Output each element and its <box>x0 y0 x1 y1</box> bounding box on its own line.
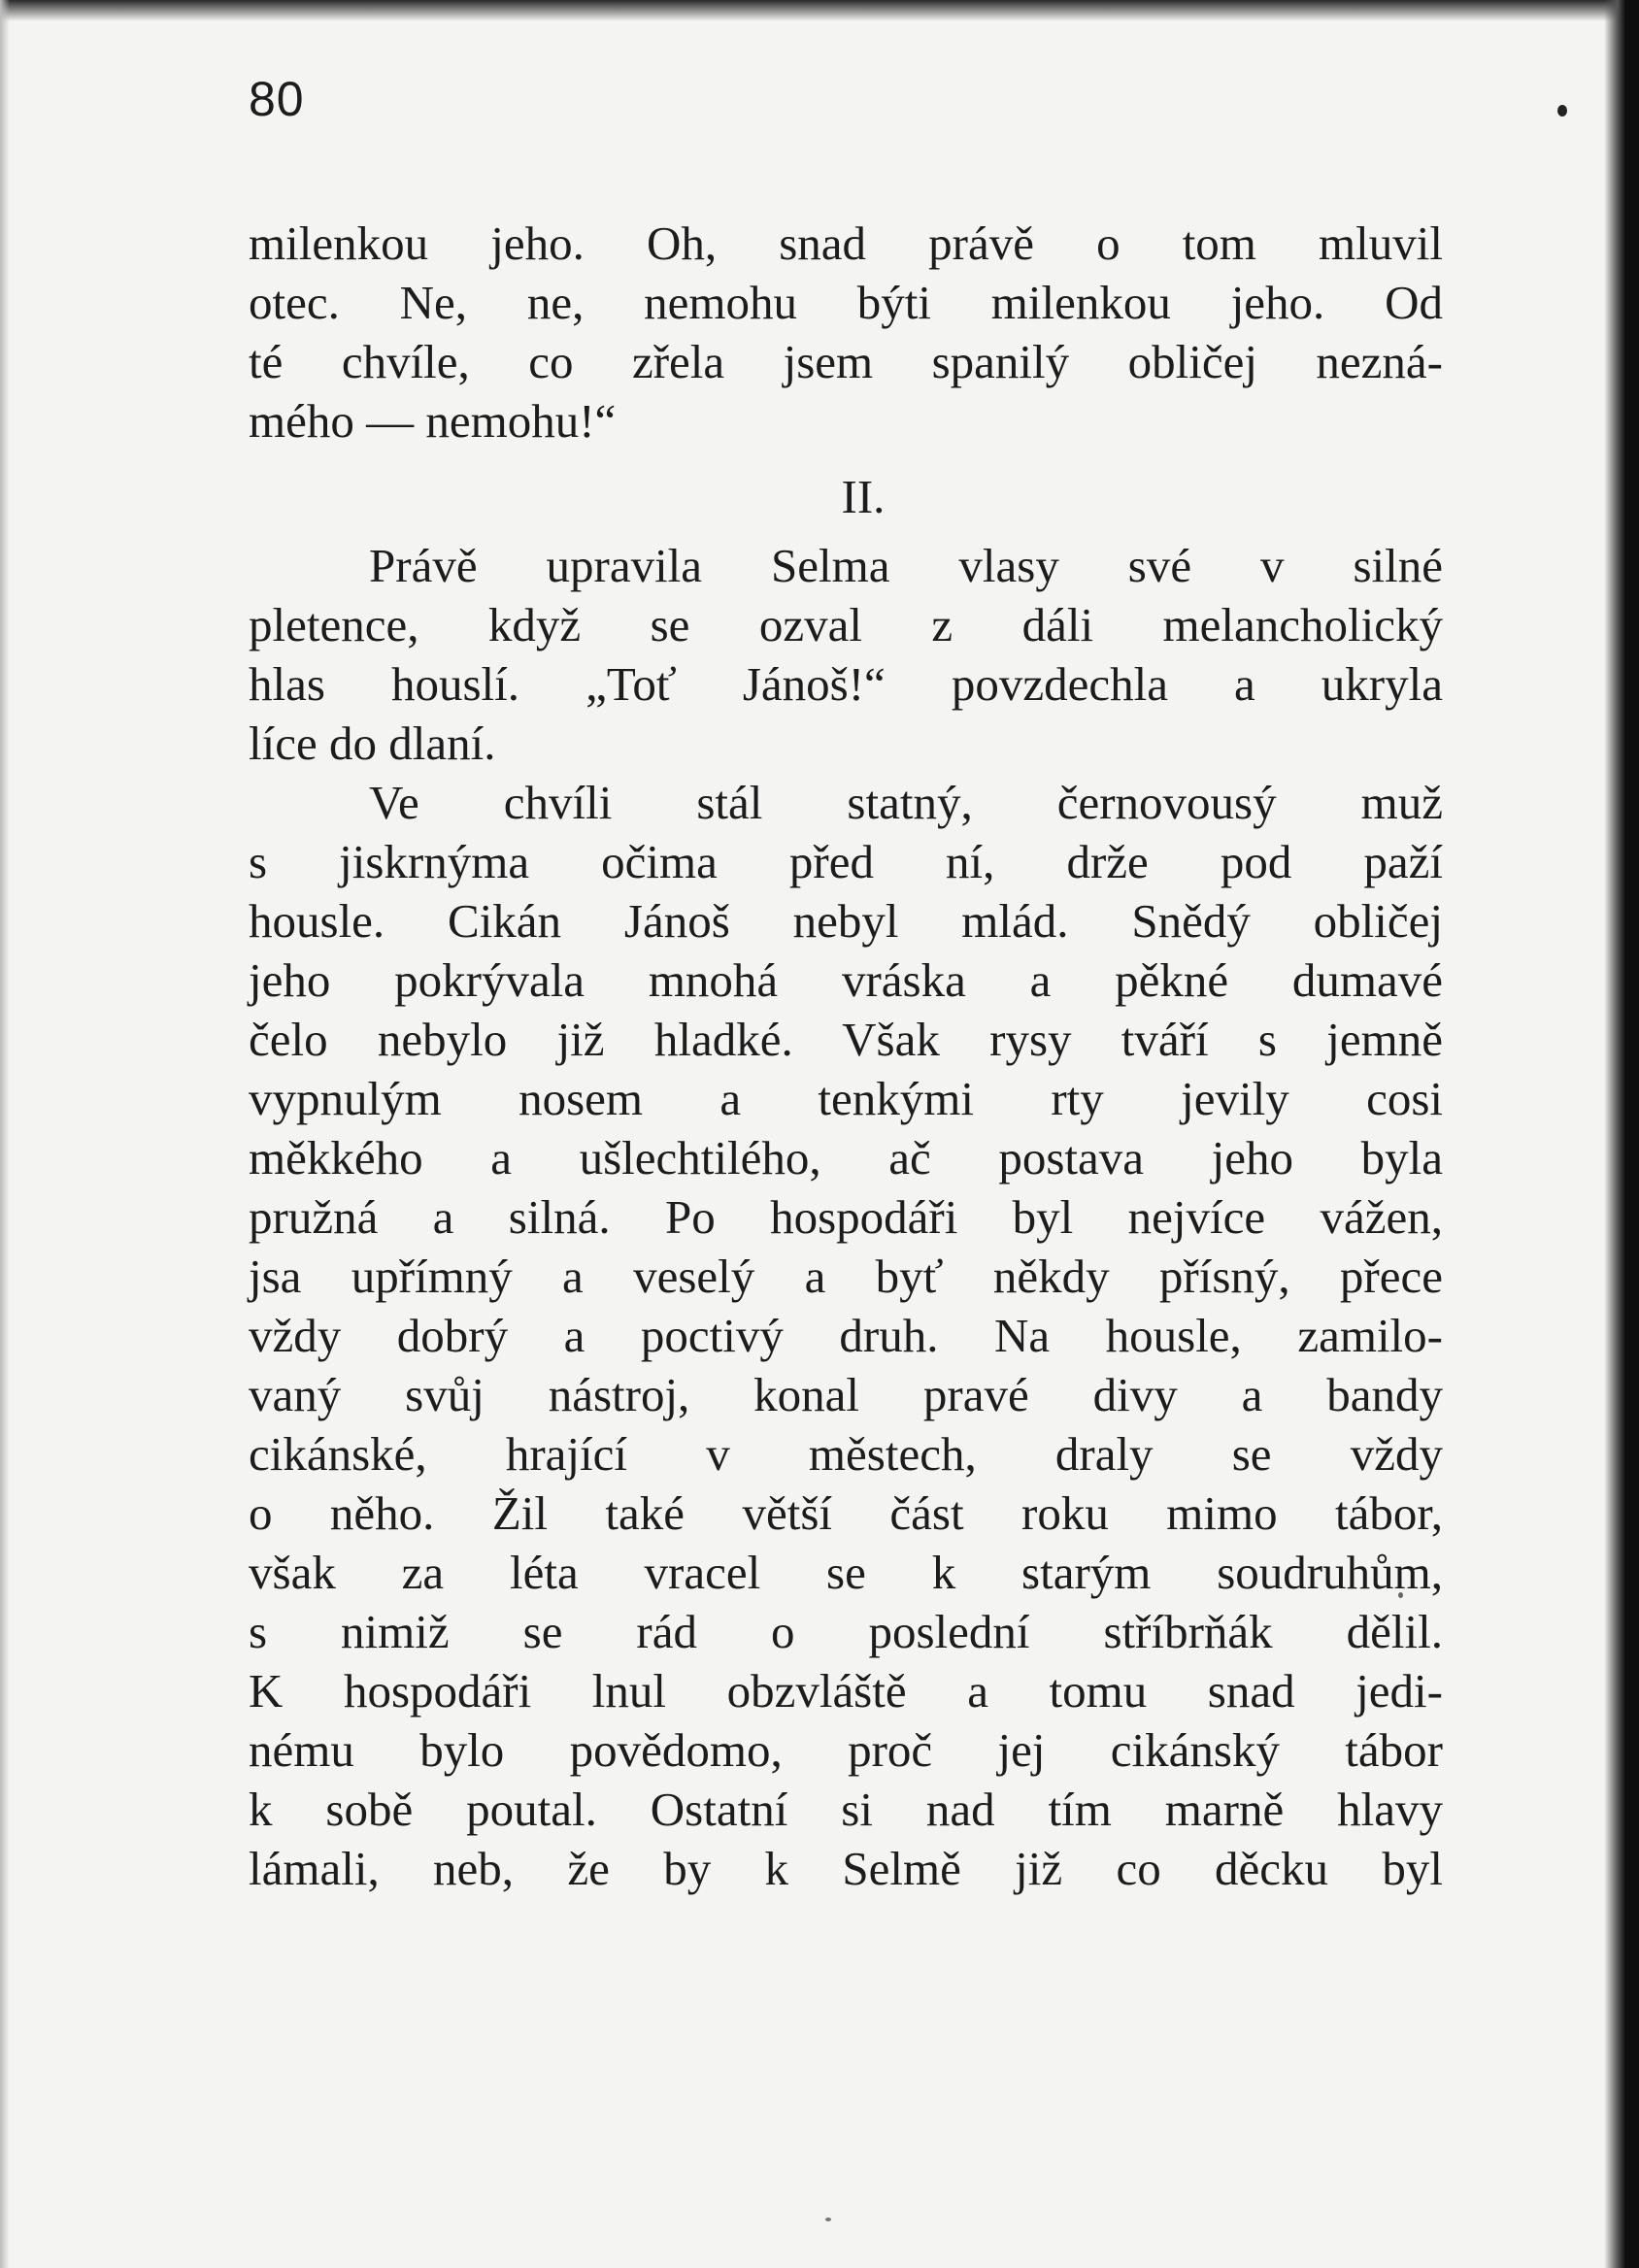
scan-speck <box>1557 105 1567 117</box>
chapter-heading: II. <box>841 470 886 523</box>
scan-speck <box>825 2218 831 2221</box>
text-body <box>249 214 1443 1898</box>
scan-edge-left <box>0 0 10 2268</box>
text-line: vždy dobrý a poctivý druh. Na housle, zamilo- <box>249 1309 1443 1362</box>
text-line: vaný svůj nástroj, konal pravé divy a bandy <box>249 1368 1443 1421</box>
text-line: té chvíle, co zřela jsem spanilý obličej nezná- <box>249 335 1443 388</box>
text-line: hlas houslí. „Toť Jánoš!“ povzdechla a ukryla <box>249 657 1443 711</box>
text-line: vypnulým nosem a tenkými rty jevily cosi <box>249 1072 1443 1125</box>
scan-edge-top <box>0 0 1639 21</box>
text-line: milenkou jeho. Oh, snad právě o tom mluvil <box>249 217 1443 270</box>
text-line: nému bylo povědomo, proč jej cikánský tábor <box>249 1723 1443 1777</box>
text-line: housle. Cikán Jánoš nebyl mlád. Snědý obličej <box>249 894 1443 948</box>
text-line: s jiskrnýma očima před ní, drže pod paží <box>249 835 1443 888</box>
text-line: měkkého a ušlechtilého, ač postava jeho byla <box>249 1131 1443 1184</box>
text-line: K hospodáři lnul obzvláště a tomu snad jedi- <box>249 1664 1443 1718</box>
text-line: jeho pokrývala mnohá vráska a pěkné dumavé <box>249 953 1443 1007</box>
text-line: jsa upřímný a veselý a byť někdy přísný, přece <box>249 1250 1443 1303</box>
text-line: s nimiž se rád o poslední stříbrňák dělil. <box>249 1605 1443 1658</box>
text-line: lámali, neb, že by k Selmě již co děcku byl <box>249 1842 1443 1895</box>
text-line: líce do dlaní. <box>249 717 496 770</box>
text-line: o něho. Žil také větší část roku mimo tábor, <box>249 1486 1443 1540</box>
text-line: Právě upravila Selma vlasy své v silné <box>369 539 1443 592</box>
text-line: pružná a silná. Po hospodáři byl nejvíce vážen, <box>249 1190 1443 1244</box>
text-line: cikánské, hrající v městech, draly se vždy <box>249 1427 1443 1481</box>
text-line: však za léta vracel se k starým soudruhům, <box>249 1546 1443 1599</box>
text-line: Ve chvíli stál statný, černovousý muž <box>369 776 1443 829</box>
text-line: otec. Ne, ne, nemohu býti milenkou jeho. Od <box>249 276 1443 329</box>
text-line: čelo nebylo již hladké. Však rysy tváří s jemně <box>249 1013 1443 1066</box>
scan-edge-right <box>1604 0 1639 2268</box>
text-line: pletence, když se ozval z dáli melancholický <box>249 598 1443 651</box>
text-line: mého — nemohu!“ <box>249 394 617 448</box>
page-number: 80 <box>249 72 305 126</box>
text-line: k sobě poutal. Ostatní si nad tím marně hlavy <box>249 1783 1443 1836</box>
